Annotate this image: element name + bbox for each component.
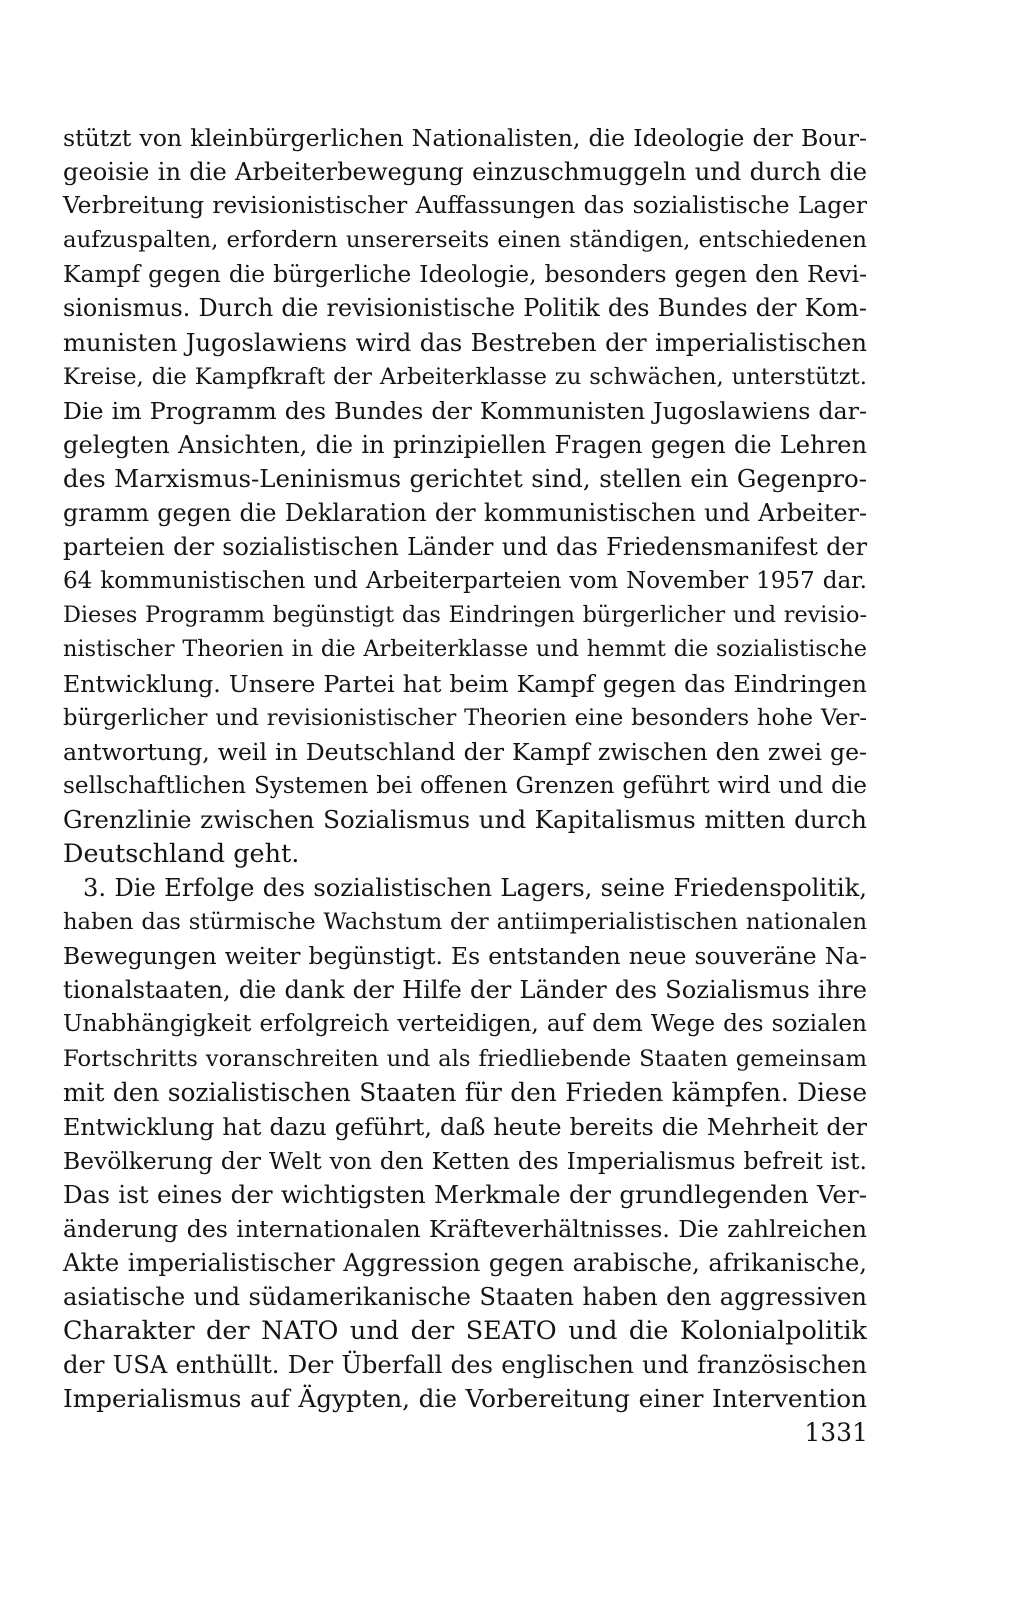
text-line: bürgerlicher und revisionistischer Theorien eine besonders hohe Ver- [63, 704, 867, 731]
text-line: Verbreitung revisionistischer Auffassungen das sozialistische Lager [63, 192, 867, 220]
text-line: geoisie in die Arbeiterbewegung einzuschmuggeln und durch die [63, 158, 867, 187]
text-line: Kampf gegen die bürgerliche Ideologie, besonders gegen den Revi- [63, 260, 867, 289]
text-line: sionismus. Durch die revisionistische Politik des Bundes der Kom- [63, 294, 867, 323]
text-line: Entwicklung hat dazu geführt, daß heute bereits die Mehrheit der [63, 1112, 867, 1141]
text-line: gramm gegen die Deklaration der kommunistischen und Arbeiter- [63, 499, 867, 528]
text-line: stützt von kleinbürgerlichen Nationalisten, die Ideologie der Bour- [63, 124, 867, 152]
body-text [63, 121, 867, 1417]
text-line: haben das stürmische Wachstum der antiimperialistischen nationalen [63, 909, 867, 936]
text-line: der USA enthüllt. Der Überfall des englischen und französischen [63, 1350, 867, 1380]
page-number: 1331 [804, 1418, 868, 1447]
text-line: Entwicklung. Unsere Partei hat beim Kampf gegen das Eindringen [63, 669, 867, 698]
text-line: nistischer Theorien in die Arbeiterklasse und hemmt die sozialistische [63, 636, 867, 663]
text-line: Akte imperialistischer Aggression gegen arabische, afrikanische, [63, 1249, 867, 1278]
text-line: Die im Programm des Bundes der Kommunisten Jugoslawiens dar- [63, 396, 867, 425]
text-line: Grenzlinie zwischen Sozialismus und Kapitalismus mitten durch [63, 804, 867, 834]
text-line: Fortschritts voranschreiten und als friedliebende Staaten gemeinsam [63, 1045, 867, 1072]
text-line: Unabhängigkeit erfolgreich verteidigen, auf dem Wege des sozialen [63, 1010, 867, 1038]
text-line: änderung des internationalen Kräfteverhältnisses. Die zahlreichen [63, 1215, 867, 1243]
text-line: tionalstaaten, die dank der Hilfe der Länder des Sozialismus ihre [63, 976, 867, 1005]
text-line: Bewegungen weiter begünstigt. Es entstanden neue souveräne Na- [63, 942, 867, 971]
text-line: munisten Jugoslawiens wird das Bestreben der imperialistischen [63, 327, 867, 357]
text-line: asiatische und südamerikanische Staaten haben den aggressiven [63, 1283, 867, 1312]
text-line: gelegten Ansichten, die in prinzipiellen Fragen gegen die Lehren [63, 430, 867, 459]
text-line: Das ist eines der wichtigsten Merkmale der grundlegenden Ver- [63, 1179, 867, 1209]
text-line: sellschaftlichen Systemen bei offenen Grenzen geführt wird und die [63, 772, 867, 799]
text-line: Kreise, die Kampfkraft der Arbeiterklasse zu schwächen, unterstützt. [63, 363, 867, 390]
text-line: Imperialismus auf Ägypten, die Vorbereitung einer Intervention [63, 1384, 867, 1414]
text-line: aufzuspalten, erfordern unsererseits einen ständigen, entschiedenen [63, 227, 867, 254]
text-line: mit den sozialistischen Staaten für den Frieden kämpfen. Diese [63, 1077, 867, 1107]
text-line: parteien der sozialistischen Länder und das Friedensmanifest der [63, 533, 867, 562]
text-line: antwortung, weil in Deutschland der Kampf zwischen den zwei ge- [63, 737, 867, 766]
text-line: Dieses Programm begünstigt das Eindringen bürgerlicher und revisio- [63, 602, 867, 629]
text-line: Bevölkerung der Welt von den Ketten des Imperialismus befreit ist. [63, 1146, 867, 1175]
numbered-paragraph-start: 3. Die Erfolge des sozialistischen Lagers, seine Friedenspolitik, [83, 874, 867, 903]
text-line: Charakter der NATO und der SEATO und die Kolonialpolitik [63, 1316, 867, 1347]
text-line: des Marxismus-Leninismus gerichtet sind, stellen ein Gegenpro- [63, 463, 867, 493]
paragraph-end-line: Deutschland geht. [63, 838, 300, 869]
text-line: 64 kommunistischen und Arbeiterparteien vom November 1957 dar. [63, 568, 867, 595]
